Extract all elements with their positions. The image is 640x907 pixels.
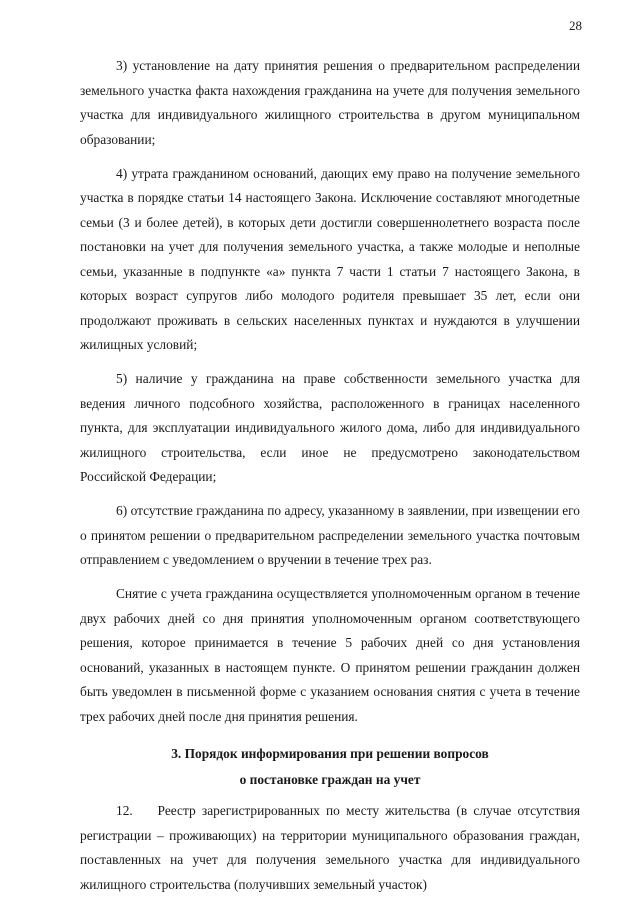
- section-heading-line-2: о постановке граждан на учет: [239, 772, 421, 787]
- paragraph-item-5: 5) наличие у гражданина на праве собственности земельного участка для ведения личного подсобного хозяйства, расположенного в границах населенного пункта, для эксплуатации индивидуального жилого дома, либо для индивидуального жилищного строительства, если иное не предусмотрено законодательством Российской Федерации;: [80, 371, 580, 484]
- paragraph-12: 12. Реестр зарегистрированных по месту жительства (в случае отсутствия регистрации – проживающих) на территории муниципального образования граждан, поставленных на учет для получения земельного участка для индивидуального жилищного строительства (получивших земельный участок): [80, 803, 584, 892]
- section-heading-line-1: 3. Порядок информирования при решении вопросов: [171, 746, 489, 761]
- paragraph-item-4: 4) утрата гражданином оснований, дающих ему право на получение земельного участка в порядке статьи 14 настоящего Закона. Исключение составляют многодетные семьи (3 и более детей), в которых дети достигли совершеннолетнего возраста после постановки на учет для получения земельного участка, а также молодые и неполные семьи, указанные в подпункте «а» пункта 7 части 1 статьи 7 настоящего Закона, в которых возраст супругов либо молодого родителя превышает 35 лет, если они продолжают проживать в сельских населенных пунктах и нуждаются в улучшении жилищных условий;: [80, 165, 580, 352]
- page-number: 28: [569, 18, 582, 33]
- paragraph-removal-procedure: Снятие с учета гражданина осуществляется уполномоченным органом в течение двух рабочих дней со дня принятия уполномоченным органом соответствующего решения, которое принимается в течение 5 рабочих дней со дня установления оснований, указанных в настоящем пункте. О принятом решении гражданин должен быть уведомлен в письменной форме с указанием основания снятия с учета в течение трех рабочих дней после дня принятия решения.: [80, 586, 580, 724]
- paragraph-item-6: 6) отсутствие гражданина по адресу, указанному в заявлении, при извещении его о принятом решении о предварительном распределении земельного участка почтовым отправлением с уведомлением о вручении в течение трех раз.: [80, 503, 580, 567]
- document-body: [80, 54, 584, 907]
- paragraph-item-3: 3) установление на дату принятия решения о предварительном распределении земельного участка факта нахождения гражданина на учете для получения земельного участка для индивидуального жилищного строительства в другом муниципальном образовании;: [80, 58, 580, 147]
- section-heading: [80, 741, 580, 793]
